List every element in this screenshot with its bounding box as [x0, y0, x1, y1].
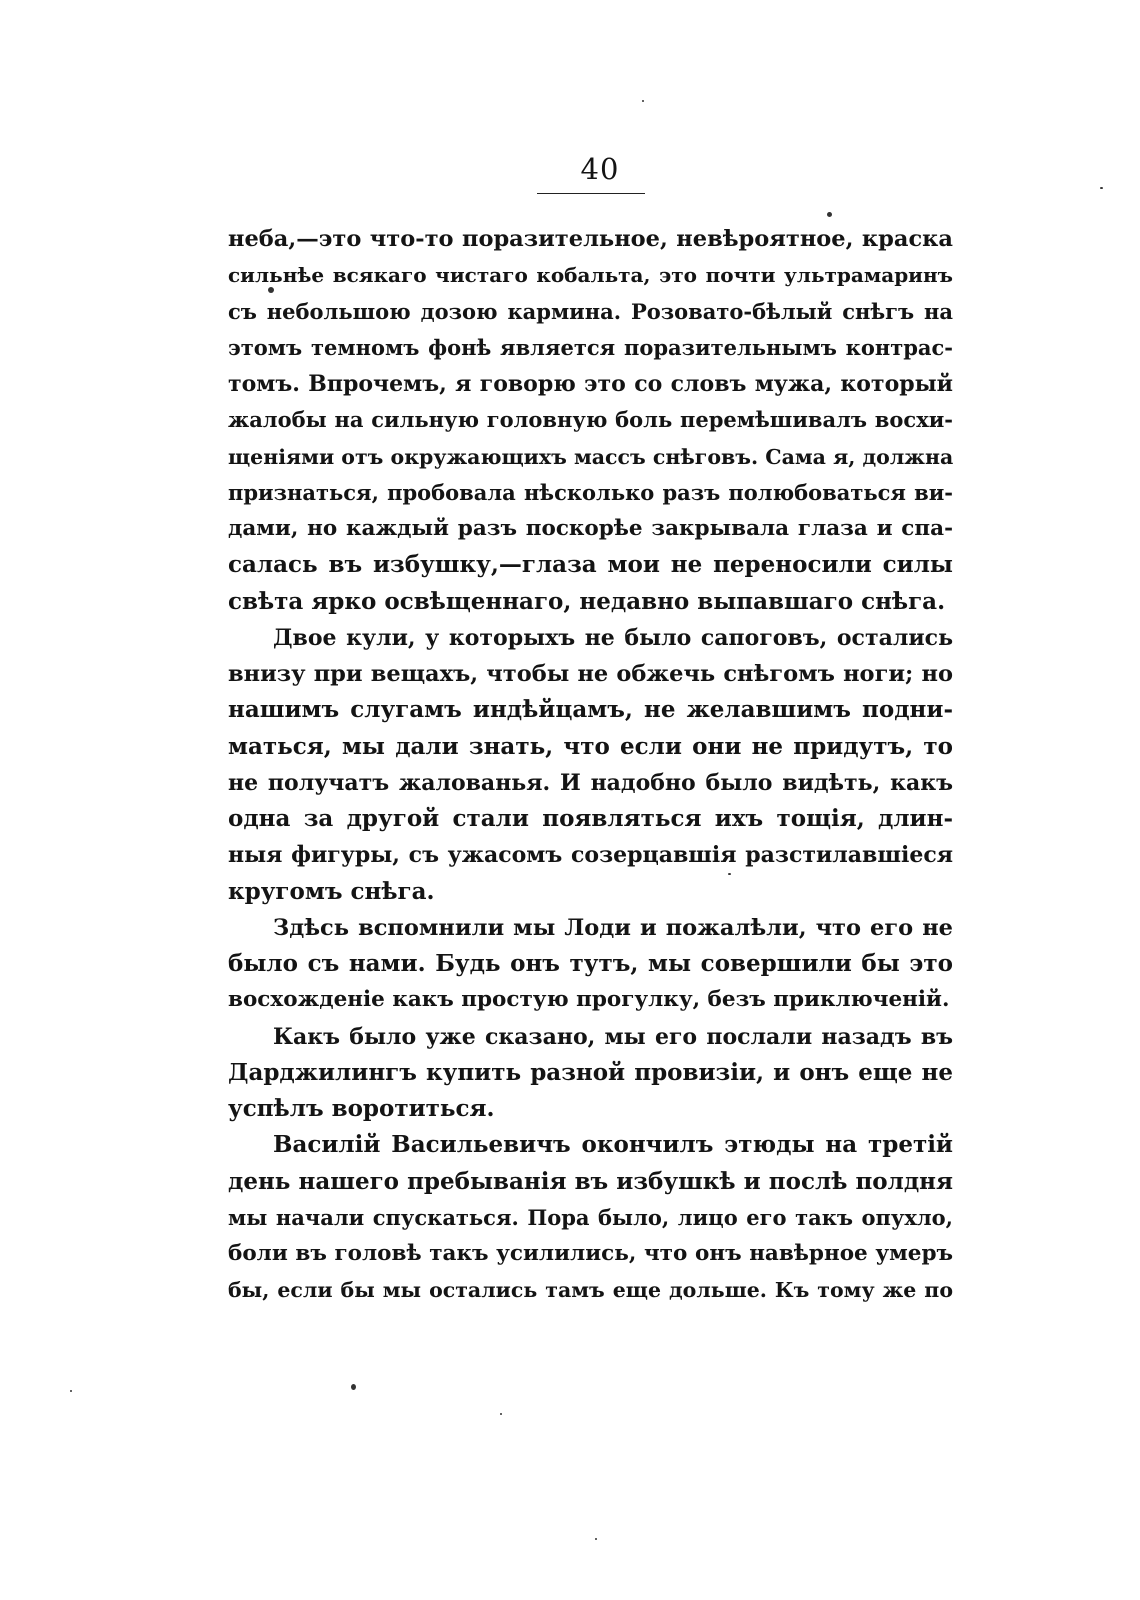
text-line: щеніями отъ окружающихъ массъ снѣговъ. Сама я, должна [228, 444, 954, 469]
text-line: ныя фигуры, съ ужасомъ созерцавшія разстилавшіеся [228, 842, 953, 869]
text-line: кругомъ снѣга. [228, 877, 435, 905]
paragraph-2 [228, 620, 953, 910]
text-line: маться, мы дали знать, что если они не придутъ, то [228, 732, 953, 760]
paragraph-5 [228, 1127, 953, 1308]
text-line: неба,—это что-то поразительное, невѣроятное, краска [228, 226, 953, 252]
text-line: бы, если бы мы остались тамъ еще дольше. Къ тому же по [228, 1278, 953, 1303]
scan-speck [827, 212, 832, 217]
paragraph-3 [228, 910, 953, 1019]
text-line: признаться, пробовала нѣсколько разъ полюбоваться ви- [228, 479, 953, 505]
scan-speck [728, 873, 731, 875]
text-line: Василій Васильевичъ окончилъ этюды на третій [273, 1131, 953, 1159]
text-line: одна за другой стали появляться ихъ тощія, длин- [228, 805, 953, 832]
text-line: было съ нами. Будь онъ тутъ, мы совершили бы это [228, 950, 953, 977]
text-line: дами, но каждый разъ поскорѣе закрывала глаза и спа- [228, 516, 953, 541]
text-line: Здѣсь вспомнили мы Лоди и пожалѣли, что его не [273, 914, 953, 941]
scan-speck [70, 1390, 72, 1392]
paragraph-4 [228, 1019, 953, 1128]
text-line: Дарджилингъ купить разной провизіи, и онъ еще не [228, 1058, 953, 1086]
paragraph-1 [228, 221, 953, 620]
scan-speck [595, 1538, 597, 1540]
text-line: свѣта ярко освѣщеннаго, недавно выпавшаго снѣга. [228, 587, 946, 615]
text-line: мы начали спускаться. Пора было, лицо его такъ опухло, [228, 1204, 953, 1230]
text-line: внизу при вещахъ, чтобы не обжечь снѣгомъ ноги; но [228, 661, 953, 687]
text-line: этомъ темномъ фонѣ является поразительнымъ контрас- [228, 334, 953, 360]
text-line: томъ. Впрочемъ, я говорю это со словъ мужа, который [228, 371, 953, 397]
text-line: сильнѣе всякаго чистаго кобальта, это почти ультрамаринъ [228, 263, 953, 288]
body-text [228, 221, 953, 1309]
text-line: восхожденіе какъ простую прогулку, безъ приключеній. [228, 987, 950, 1013]
text-line: Двое кули, у которыхъ не было сапоговъ, остались [273, 624, 953, 651]
text-line: боли въ головѣ такъ усилились, что онъ навѣрное умеръ [228, 1241, 953, 1266]
text-line: нашимъ слугамъ индѣйцамъ, не желавшимъ подни- [228, 696, 953, 724]
text-line: Какъ было уже сказано, мы его послали назадъ въ [273, 1023, 953, 1050]
text-line: день нашего пребыванія въ избушкѣ и послѣ полдня [228, 1167, 953, 1195]
scan-speck [500, 1413, 502, 1415]
text-line: успѣлъ воротиться. [228, 1095, 495, 1122]
scan-speck [351, 1384, 356, 1390]
scan-speck [642, 100, 644, 102]
scan-speck [1100, 187, 1103, 189]
page-number: 40 [580, 152, 620, 186]
scan-speck [268, 287, 274, 293]
page-number-rule [537, 193, 645, 194]
text-line: жалобы на сильную головную боль перемѣшивалъ восхи- [228, 407, 953, 433]
text-line: не получатъ жалованья. И надобно было видѣть, какъ [228, 769, 953, 796]
text-line: салась въ избушку,—глаза мои не переносили силы [228, 551, 953, 579]
text-line: съ небольшою дозою кармина. Розовато-бѣлый снѣгъ на [228, 298, 953, 324]
